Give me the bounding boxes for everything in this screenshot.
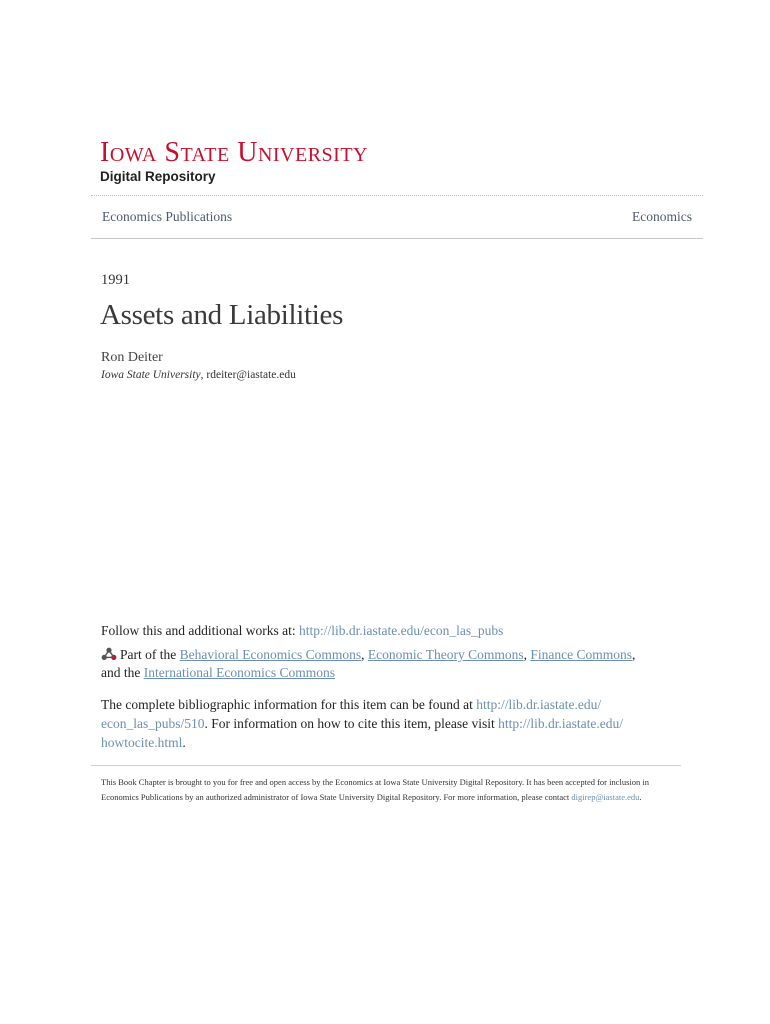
- contact-email-link[interactable]: digirep@iastate.edu: [571, 792, 640, 802]
- author-name: Ron Deiter: [101, 350, 163, 365]
- repository-notice: [101, 775, 681, 805]
- separator: ,: [361, 647, 368, 662]
- part-of-text: Part of the: [120, 647, 180, 662]
- follow-text: Follow this and additional works at:: [101, 623, 299, 638]
- item-url-link-part-1[interactable]: http://lib.dr.iastate.edu/: [476, 697, 602, 712]
- biblio-end: .: [182, 735, 186, 750]
- economic-theory-commons-link[interactable]: Economic Theory Commons: [367, 647, 524, 662]
- and-the-text: and the: [101, 665, 144, 680]
- collection-link[interactable]: Economics Publications: [102, 209, 233, 224]
- publication-year: 1991: [101, 272, 130, 288]
- notice-end: .: [639, 792, 642, 802]
- separator: ,: [631, 647, 636, 662]
- collection-url-link[interactable]: http://lib.dr.iastate.edu/econ_las_pubs: [299, 623, 504, 638]
- collection-bar: [91, 195, 703, 239]
- isu-logo[interactable]: [100, 138, 368, 185]
- bibliographic-info: [101, 695, 681, 752]
- logo-university-name: Iowa State University: [100, 137, 368, 168]
- logo-repository-name: Digital Repository: [100, 169, 216, 184]
- international-economics-commons-link[interactable]: International Economics Commons: [143, 665, 335, 680]
- item-title: Assets and Liabilities: [100, 299, 344, 331]
- follow-line: [101, 622, 681, 640]
- commons-network-icon: [101, 647, 117, 661]
- separator: ,: [523, 647, 531, 662]
- finance-commons-link[interactable]: Finance Commons: [530, 647, 632, 662]
- footer-divider: [91, 765, 681, 766]
- howtocite-link-part-2[interactable]: howtocite.html: [101, 735, 183, 750]
- affiliation-org: Iowa State University: [101, 369, 201, 381]
- behavioral-economics-commons-link[interactable]: Behavioral Economics Commons: [179, 647, 362, 662]
- biblio-text-2: . For information on how to cite this item, please visit: [204, 716, 499, 731]
- part-of-commons: [101, 646, 681, 682]
- affiliation-email: , rdeiter@iastate.edu: [200, 369, 296, 381]
- biblio-text-1: The complete bibliographic information for this item can be found at: [101, 697, 477, 712]
- department-link[interactable]: Economics: [632, 209, 692, 224]
- notice-text: This Book Chapter is brought to you for free and open access by the Economics at Iowa State University Digital Repository. It has been accepted for inclusion in Economics Publications by an authorized administrator of Iowa State University Digital Repository. For more information, please contact: [101, 777, 650, 802]
- howtocite-link-part-1[interactable]: http://lib.dr.iastate.edu/: [498, 716, 623, 731]
- author-affiliation: [101, 369, 296, 381]
- item-url-link-part-2[interactable]: econ_las_pubs/510: [101, 716, 205, 731]
